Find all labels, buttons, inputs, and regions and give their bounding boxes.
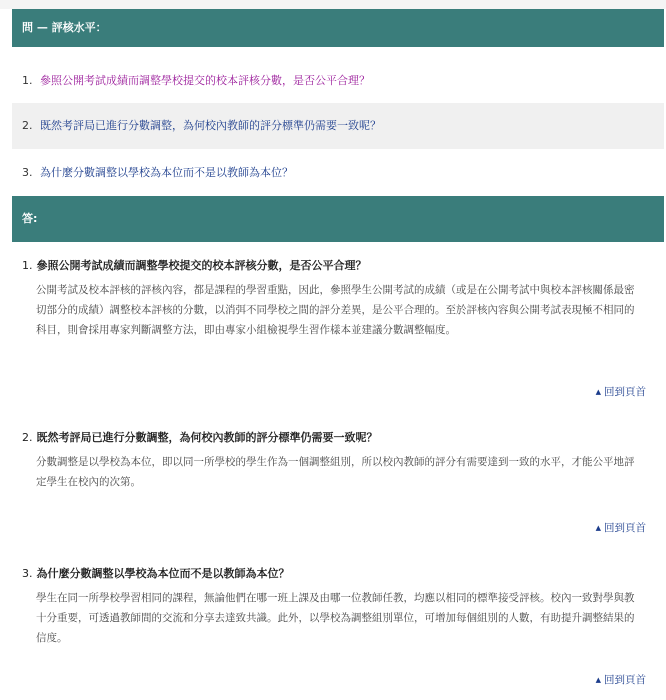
question-number: 1. xyxy=(22,74,33,87)
answer-title-text: 為什麼分數調整以學校為本位而不是以教師為本位？ xyxy=(36,567,290,580)
answer-title-text: 參照公開考試成績而調整學校提交的校本評核分數，是否公平合理？ xyxy=(36,259,367,272)
question-link-2[interactable]: 既然考評局已進行分數調整，為何校內教師的評分標準仍需要一致呢？ xyxy=(40,119,381,132)
question-link-3[interactable]: 為什麼分數調整以學校為本位而不是以教師為本位？ xyxy=(40,166,293,179)
questions-header: 問 — 評核水平： xyxy=(12,9,664,47)
up-triangle-icon: ▲ xyxy=(595,524,601,532)
answer-number: 3. xyxy=(22,567,33,580)
back-to-top-label: 回到頁首 xyxy=(604,386,646,398)
answer-number: 2. xyxy=(22,431,33,444)
question-number: 3. xyxy=(22,166,33,179)
top-strip xyxy=(0,0,666,9)
answer-body-1: 公開考試及校本評核的評核內容，都是課程的學習重點，因此，參照學生公開考試的成績（或是在公開考試中與校本評核關係最密切部分的成績）調整校本評核的分數，以消弭不同學校之間的評分差異，是公平合理的。至於評核內容與公開考試表現極不相同的科目，則會採用專家判斷調整方法，即由專家小組檢視學生習作樣本並建議分數調整幅度。 xyxy=(36,284,635,336)
answer-title-2 xyxy=(22,429,652,445)
answers-header: 答: xyxy=(12,196,664,242)
back-to-top-label: 回到頁首 xyxy=(604,522,646,534)
up-triangle-icon: ▲ xyxy=(595,676,601,684)
up-triangle-icon: ▲ xyxy=(595,388,601,396)
question-item-1 xyxy=(12,59,664,103)
answer-number: 1. xyxy=(22,259,33,272)
question-item-2 xyxy=(12,103,664,149)
answer-body-2: 分數調整是以學校為本位，即以同一所學校的學生作為一個調整組別，所以校內教師的評分有需要達到一致的水平，才能公平地評定學生在校內的次第。 xyxy=(36,456,635,488)
back-to-top-link-2[interactable] xyxy=(596,520,646,535)
answer-title-1 xyxy=(22,257,652,273)
back-to-top-label: 回到頁首 xyxy=(604,674,646,686)
answer-title-3 xyxy=(22,565,652,581)
answer-body-3: 學生在同一所學校學習相同的課程，無論他們在哪一班上課及由哪一位教師任教，均應以相同的標準接受評核。校內一致對學與教十分重要，可透過教師間的交流和分享去達致共識。此外，以學校為調整組別單位，可增加每個組別的人數，有助提升調整結果的信度。 xyxy=(36,592,635,644)
back-to-top-link-1[interactable] xyxy=(596,384,646,399)
question-link-1[interactable]: 參照公開考試成績而調整學校提交的校本評核分數，是否公平合理？ xyxy=(40,74,370,87)
answer-title-text: 既然考評局已進行分數調整，為何校內教師的評分標準仍需要一致呢？ xyxy=(36,431,378,444)
back-to-top-link-3[interactable] xyxy=(596,672,646,687)
question-number: 2. xyxy=(22,119,33,132)
question-item-3 xyxy=(12,149,664,196)
